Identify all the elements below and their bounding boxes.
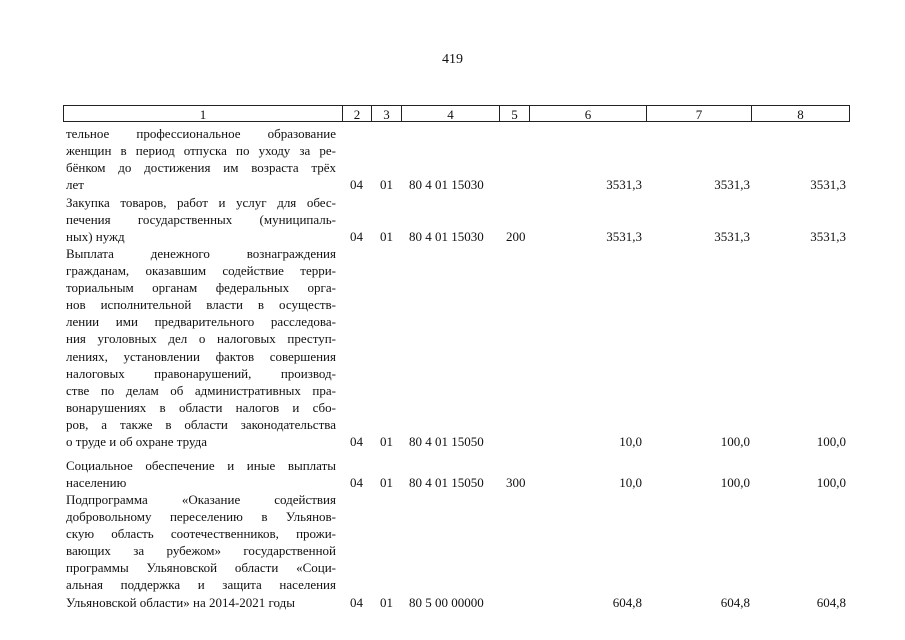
row-c4-value: 80 4 01 15030 (409, 229, 484, 245)
row-c8-value: 604,8 (816, 594, 846, 610)
description-line: программы Ульяновской области «Соци- (66, 560, 336, 576)
description-line: лении ими предварительного расследова- (66, 314, 336, 330)
row-description (66, 491, 336, 611)
row-c2-value: 04 (350, 594, 363, 610)
description-line: Подпрограмма «Оказание содействия (66, 492, 336, 507)
row-c6-value: 10,0 (619, 475, 642, 491)
row-c5-value: 300 (506, 475, 526, 491)
row-description (66, 194, 336, 245)
row-c2-value: 04 (350, 475, 363, 491)
row-c3-value: 01 (380, 177, 393, 193)
row-c7-value: 100,0 (720, 434, 750, 450)
row-c2-value: 04 (350, 177, 363, 193)
description-line: о труде и об охране труда (66, 434, 207, 450)
header-col-5: 5 (499, 105, 529, 122)
row-c4-value: 80 4 01 15030 (409, 177, 484, 193)
row-c4-value: 80 4 01 15050 (409, 434, 484, 450)
description-line: Выплата денежного вознаграждения (66, 246, 336, 261)
row-c6-value: 3531,3 (606, 177, 642, 193)
row-c3-value: 01 (380, 475, 393, 491)
description-line: женщин в период отпуска по уходу за ре- (66, 143, 336, 159)
description-line: нов исполнительной власти в осуществ- (66, 297, 336, 313)
row-description (66, 125, 336, 193)
header-col-6: 6 (529, 105, 646, 122)
row-description (66, 457, 336, 491)
row-c7-value: 604,8 (720, 594, 750, 610)
row-c2-value: 04 (350, 229, 363, 245)
description-line: ров, а также в области законодательства (66, 416, 336, 432)
description-line: Ульяновской области» на 2014-2021 годы (66, 594, 296, 610)
row-c7-value: 3531,3 (714, 177, 750, 193)
description-line: Социальное обеспечение и иные выплаты (66, 458, 336, 473)
header-col-8: 8 (751, 105, 850, 122)
description-line: ториальным органам федеральных орга- (66, 280, 336, 296)
row-c4-value: 80 4 01 15050 (409, 475, 484, 491)
row-description (66, 245, 336, 450)
header-col-1: 1 (63, 105, 342, 122)
description-line: населению (66, 475, 127, 491)
row-c4-value: 80 5 00 00000 (409, 594, 484, 610)
header-col-2: 2 (342, 105, 371, 122)
row-c3-value: 01 (380, 594, 393, 610)
row-c8-value: 3531,3 (810, 177, 846, 193)
header-col-4: 4 (401, 105, 499, 122)
description-line: лениях, установлении фактов совершения (66, 348, 336, 364)
description-line: налоговых правонарушений, производ- (66, 365, 336, 381)
row-c2-value: 04 (350, 434, 363, 450)
row-c6-value: 10,0 (619, 434, 642, 450)
row-c3-value: 01 (380, 229, 393, 245)
row-c7-value: 100,0 (720, 475, 750, 491)
description-line: ния уголовных дел о налоговых преступ- (66, 331, 336, 347)
description-line: тельное профессиональное образование (66, 126, 336, 141)
description-line: печения государственных (муниципаль- (66, 212, 336, 228)
row-c5-value: 200 (506, 229, 526, 245)
description-line: Закупка товаров, работ и услуг для обес- (66, 195, 336, 210)
description-line: альная поддержка и защита населения (66, 577, 336, 593)
description-line: гражданам, оказавшим содействие терри- (66, 263, 336, 279)
description-line: скую область соотечественников, прожи- (66, 526, 336, 542)
page-number: 419 (442, 52, 463, 67)
description-line: лет (66, 177, 84, 193)
description-line: вонарушениях в области налогов и сбо- (66, 399, 336, 415)
row-c6-value: 3531,3 (606, 229, 642, 245)
header-col-7: 7 (646, 105, 751, 122)
description-line: стве по делам об административных пра- (66, 382, 336, 398)
row-c8-value: 100,0 (816, 434, 846, 450)
description-line: бёнком до достижения им возраста трёх (66, 160, 336, 176)
row-c7-value: 3531,3 (714, 229, 750, 245)
row-c6-value: 604,8 (612, 594, 642, 610)
row-c8-value: 100,0 (816, 475, 846, 491)
row-c3-value: 01 (380, 434, 393, 450)
description-line: ных) нужд (66, 229, 125, 245)
row-c8-value: 3531,3 (810, 229, 846, 245)
description-line: вающих за рубежом» государственной (66, 543, 336, 559)
header-col-3: 3 (371, 105, 401, 122)
description-line: добровольному переселению в Ульянов- (66, 509, 336, 525)
